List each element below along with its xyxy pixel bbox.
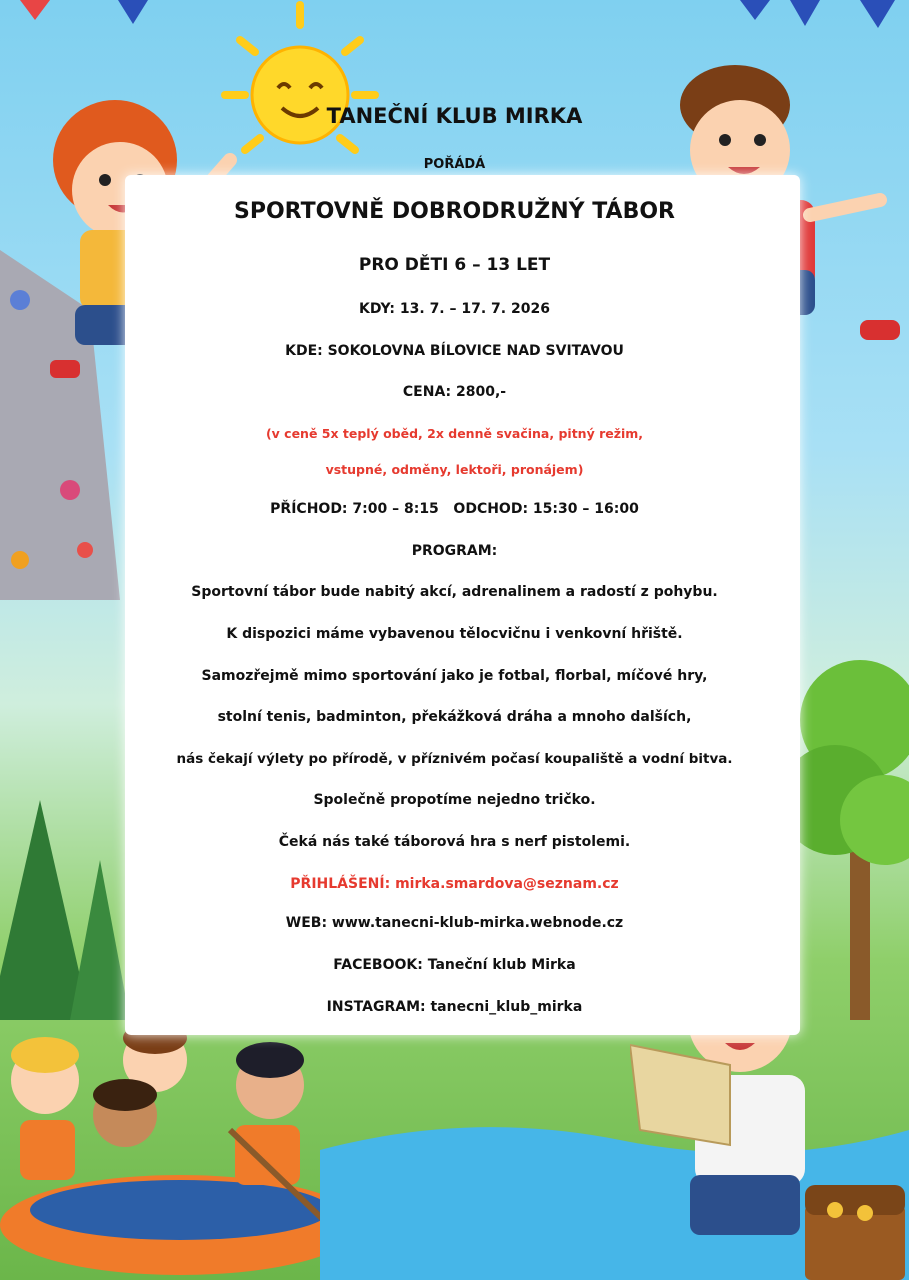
camp-dates: KDY: 13. 7. – 17. 7. 2026	[359, 301, 550, 317]
program-line: K dispozici máme vybavenou tělocvičnu i venkovní hřiště.	[226, 626, 683, 642]
camp-price: CENA: 2800,-	[402, 384, 507, 400]
instagram-line: INSTAGRAM: tanecni_klub_mirka	[326, 999, 583, 1015]
signup-line	[0, 876, 909, 892]
camp-title: SPORTOVNĚ DOBRODRUŽNÝ TÁBOR	[234, 199, 675, 224]
program-line: Sportovní tábor bude nabitý akcí, adrenalinem a radostí z pohybu.	[191, 584, 718, 600]
camp-location: KDE: SOKOLOVNA BÍLOVICE NAD SVITAVOU	[285, 343, 624, 359]
facebook-line: FACEBOOK: Taneční klub Mirka	[333, 957, 576, 973]
program-line: Samozřejmě mimo sportování jako je fotbal, florbal, míčové hry,	[201, 668, 708, 684]
price-note-line-1: (v ceně 5x teplý oběd, 2x denně svačina, pitný režim,	[265, 426, 644, 441]
signup-email: mirka.smardova@seznam.cz	[395, 876, 619, 892]
program-line: stolní tenis, badminton, překážková dráha a mnoho dalších,	[217, 709, 692, 725]
presents-label: POŘÁDÁ	[423, 157, 486, 172]
bunting-flags	[0, 0, 909, 40]
age-range: PRO DĚTI 6 – 13 LET	[358, 255, 551, 275]
price-note-line-2: vstupné, odměny, lektoři, pronájem)	[325, 462, 584, 477]
program-line: Společně propotíme nejedno tričko.	[313, 792, 596, 808]
program-line: nás čekají výlety po přírodě, v příznivém počasí koupaliště a vodní bitva.	[176, 751, 733, 767]
website-line: WEB: www.tanecni-klub-mirka.webnode.cz	[285, 915, 624, 931]
kids-rafting-illustration	[0, 1010, 360, 1280]
treasure-chest-illustration	[795, 1165, 909, 1280]
program-heading: PROGRAM:	[411, 543, 498, 559]
signup-label: PŘIHLÁŠENÍ:	[290, 876, 391, 892]
program-line: Čeká nás také táborová hra s nerf pistolemi.	[278, 834, 631, 850]
arrival-departure-times: PŘÍCHOD: 7:00 – 8:15 ODCHOD: 15:30 – 16:00	[270, 501, 639, 517]
organizer-name: TANEČNÍ KLUB MIRKA	[326, 104, 583, 128]
